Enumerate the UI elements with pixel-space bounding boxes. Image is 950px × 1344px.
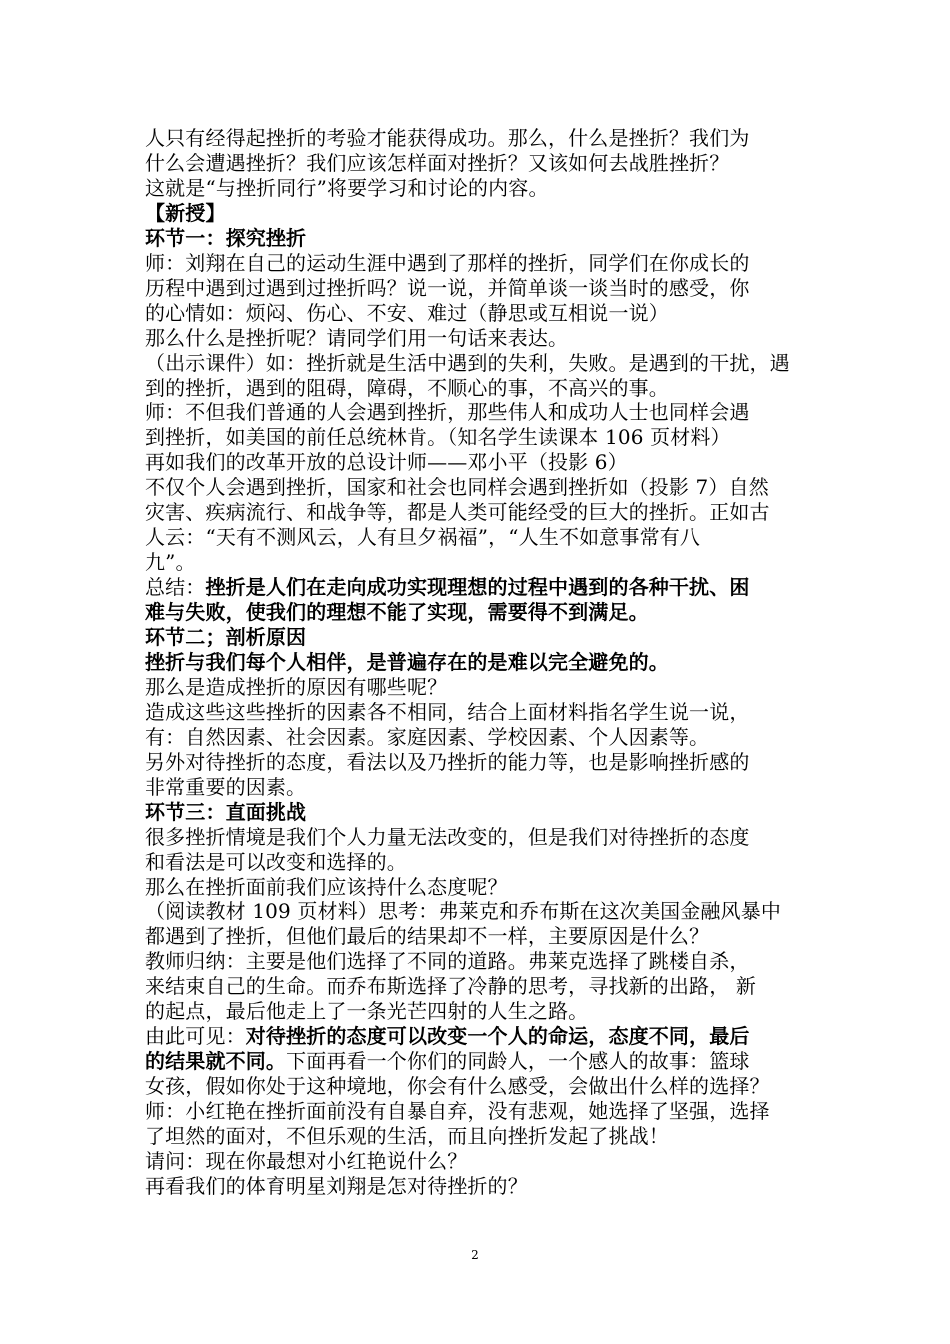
page-number: 2 — [471, 1248, 479, 1262]
text-run: 九”。 — [145, 550, 196, 575]
text-line — [145, 1049, 817, 1075]
text-run: 下面再看一个你们的同龄人，一个感人的故事：篮球 — [286, 1049, 750, 1074]
bold-text: 难与失败，使我们的理想不能了实现，需要得不到满足。 — [145, 600, 649, 625]
text-run: 人云：“天有不测风云，人有旦夕祸福”，“人生不如意事常有八 — [145, 525, 701, 550]
text-run: 什么会遭遇挫折？我们应该怎样面对挫折？又该如何去战胜挫折？ — [145, 150, 730, 175]
text-run: 再看我们的体育明星刘翔是怎对待挫折的？ — [145, 1173, 528, 1198]
text-line — [145, 550, 817, 576]
text-line — [145, 251, 817, 277]
text-line — [145, 725, 817, 751]
text-line — [145, 475, 817, 501]
text-line — [145, 301, 817, 327]
text-line — [145, 500, 817, 526]
text-run: 师：小红艳在挫折面前没有自暴自弃，没有悲观，她选择了坚强，选择 — [145, 1099, 770, 1124]
text-run: 不仅个人会遇到挫折，国家和社会也同样会遇到挫折如（投影 7）自然 — [145, 475, 769, 500]
text-run: 总结： — [145, 575, 206, 600]
text-run: 那么在挫折面前我们应该持什么态度呢？ — [145, 874, 508, 899]
text-run: 非常重要的因素。 — [145, 774, 307, 799]
text-run: 人只有经得起挫折的考验才能获得成功。那么，什么是挫折？我们为 — [145, 126, 750, 150]
text-line — [145, 850, 817, 876]
text-line — [145, 1074, 817, 1100]
text-line — [145, 450, 817, 476]
text-line — [145, 1174, 817, 1200]
text-line — [145, 400, 817, 426]
text-run: （阅读教材 109 页材料）思考：弗莱克和乔布斯在这次美国金融风暴中 — [145, 899, 781, 924]
text-run: 的心情如：烦闷、伤心、不安、难过（静思或互相说一说） — [145, 300, 669, 325]
text-run: 教师归纳：主要是他们选择了不同的道路。弗莱克选择了跳楼自杀， — [145, 949, 750, 974]
text-line — [145, 326, 817, 352]
text-line — [145, 525, 817, 551]
text-line — [145, 924, 817, 950]
text-line — [145, 351, 817, 377]
text-run: 那么什么是挫折呢？请同学们用一句话来表达。 — [145, 325, 569, 350]
text-line — [145, 201, 817, 227]
text-line — [145, 575, 817, 601]
text-run: 都遇到了挫折，但他们最后的结果却不一样，主要原因是什么？ — [145, 924, 710, 949]
text-line — [145, 1024, 817, 1050]
bold-text: 挫折与我们每个人相伴，是普遍存在的是难以完全避免的。 — [145, 649, 669, 674]
text-run: 那么是造成挫折的原因有哪些呢？ — [145, 674, 448, 699]
text-run: 有：自然因素、社会因素。家庭因素、学校因素、个人因素等。 — [145, 724, 710, 749]
text-run: 到挫折，如美国的前任总统林肯。（知名学生读课本 106 页材料） — [145, 425, 731, 450]
text-line — [145, 176, 817, 202]
text-run: 这就是“与挫折同行”将要学习和讨论的内容。 — [145, 175, 549, 200]
text-run: 很多挫折情境是我们个人力量无法改变的，但是我们对待挫折的态度 — [145, 824, 750, 849]
text-run: 到的挫折，遇到的阻碍，障碍，不顺心的事，不高兴的事。 — [145, 375, 669, 400]
text-line — [145, 675, 817, 701]
text-run: 师：不但我们普通的人会遇到挫折，那些伟人和成功人士也同样会遇 — [145, 400, 750, 425]
text-line — [145, 376, 817, 402]
text-run: 造成这些这些挫折的因素各不相同，结合上面材料指名学生说一说， — [145, 699, 750, 724]
text-run: 再如我们的改革开放的总设计师——邓小平（投影 6） — [145, 450, 628, 475]
text-run: 灾害、疾病流行、和战争等，都是人类可能经受的巨大的挫折。正如古 — [145, 500, 770, 525]
text-line — [145, 825, 817, 851]
text-run: 另外对待挫折的态度，看法以及乃挫折的能力等，也是影响挫折感的 — [145, 749, 750, 774]
text-line — [145, 875, 817, 901]
bold-text: 【新授】 — [145, 200, 226, 225]
text-line — [145, 974, 817, 1000]
text-line — [145, 151, 817, 177]
text-line — [145, 949, 817, 975]
text-line — [145, 750, 817, 776]
text-line — [145, 276, 817, 302]
text-line — [145, 600, 817, 626]
text-line — [145, 1149, 817, 1175]
text-run: 的起点，最后他走上了一条光芒四射的人生之路。 — [145, 999, 589, 1024]
text-run: 女孩，假如你处于这种境地，你会有什么感受，会做出什么样的选择？ — [145, 1074, 770, 1099]
text-run: 和看法是可以改变和选择的。 — [145, 849, 407, 874]
text-run: 来结束自己的生命。而乔布斯选择了冷静的思考，寻找新的出路， 新 — [145, 974, 757, 999]
bold-text: 挫折是人们在走向成功实现理想的过程中遇到的各种干扰、困 — [205, 575, 750, 600]
bold-text: 环节二；剖析原因 — [145, 625, 307, 649]
text-line — [145, 625, 817, 651]
bold-text: 环节一：探究挫折 — [145, 225, 307, 250]
text-line — [145, 1124, 817, 1150]
bold-text: 对待挫折的态度可以改变一个人的命运，态度不同，最后 — [245, 1024, 750, 1049]
text-line — [145, 1099, 817, 1125]
text-line — [145, 226, 817, 252]
text-line — [145, 425, 817, 451]
text-run: 由此可见： — [145, 1024, 246, 1049]
text-line — [145, 126, 817, 152]
text-run: （出示课件）如：挫折就是生活中遇到的失利，失败。是遇到的干扰，遇 — [145, 350, 790, 375]
text-line — [145, 650, 817, 676]
text-run: 历程中遇到过遇到过挫折吗？说一说，并简单谈一谈当时的感受，你 — [145, 275, 750, 300]
bold-text: 环节三：直面挑战 — [145, 799, 307, 824]
text-line — [145, 800, 817, 826]
text-line — [145, 899, 817, 925]
bold-text: 的结果就不同。 — [145, 1049, 287, 1074]
text-run: 了坦然的面对，不但乐观的生活，而且向挫折发起了挑战！ — [145, 1124, 669, 1148]
text-line — [145, 999, 817, 1025]
text-line — [145, 775, 817, 801]
text-line — [145, 700, 817, 726]
text-run: 请问：现在你最想对小红艳说什么？ — [145, 1148, 468, 1173]
text-run: 师：刘翔在自己的运动生涯中遇到了那样的挫折，同学们在你成长的 — [145, 250, 750, 275]
